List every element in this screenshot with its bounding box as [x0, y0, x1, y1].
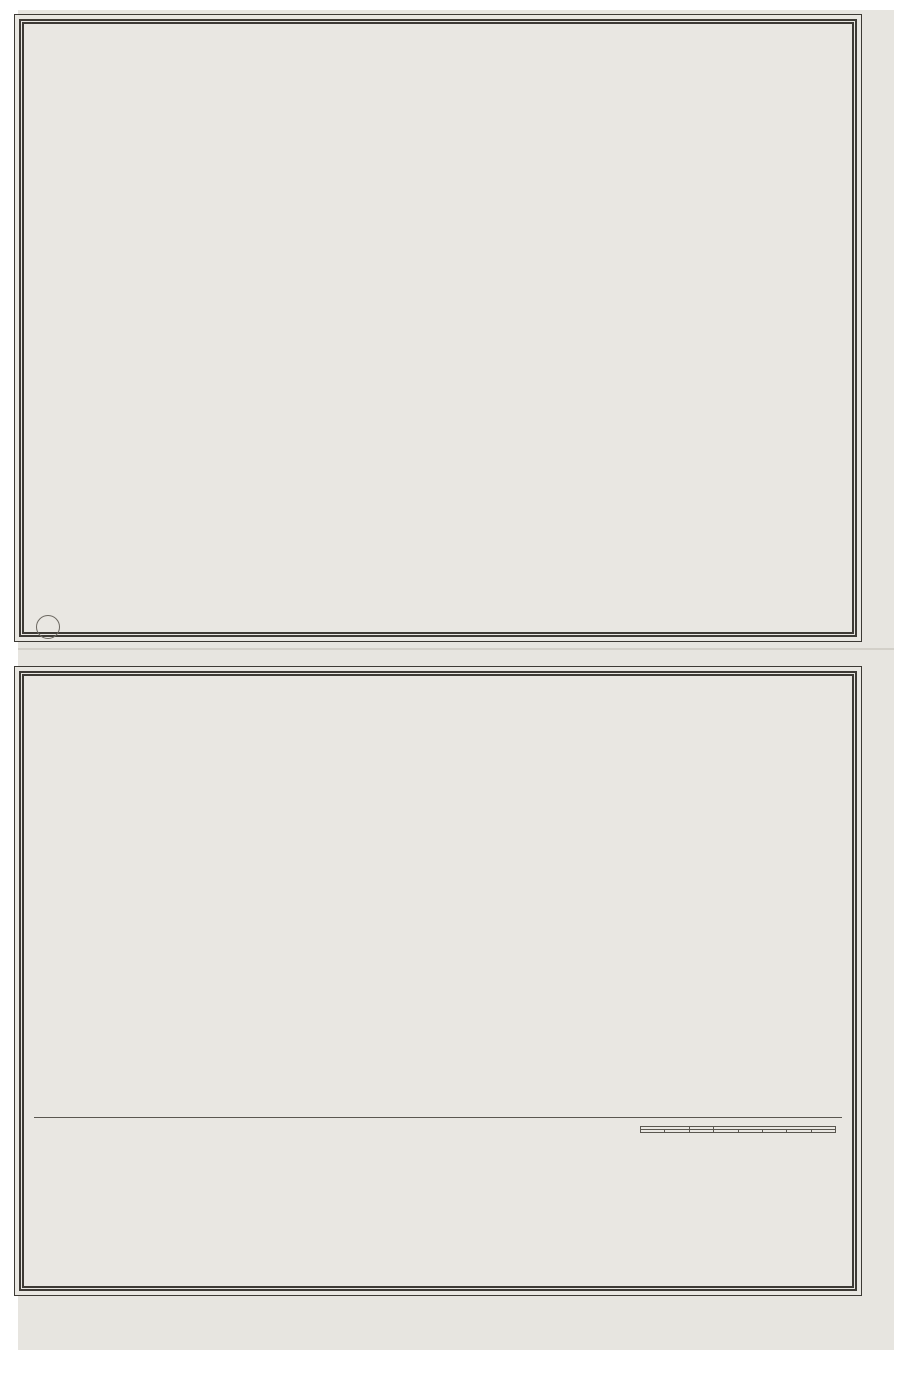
measures-table	[640, 1126, 836, 1133]
note-column-3	[334, 1118, 484, 1278]
lower-calendar-panel	[14, 666, 862, 1296]
upper-months-row	[24, 60, 852, 626]
mesure-header	[762, 1130, 786, 1133]
mesure-header	[787, 1130, 811, 1133]
measures-notes	[34, 1117, 842, 1278]
upper-calendar-border	[19, 19, 857, 637]
upper-calendar-panel	[14, 14, 862, 642]
sub-chiffres	[665, 1130, 689, 1133]
library-stamp-icon	[36, 615, 60, 639]
lower-months-row	[24, 682, 852, 1082]
note-column-1	[34, 1118, 184, 1278]
lower-calendar-border	[19, 671, 857, 1291]
measures-table-block	[634, 1118, 842, 1278]
note-column-4	[484, 1118, 634, 1278]
sub-lettres	[641, 1130, 665, 1133]
fold-line	[18, 648, 894, 650]
mesure-header	[714, 1130, 738, 1133]
mesure-header	[738, 1130, 762, 1133]
note-column-2	[184, 1118, 334, 1278]
mesure-header	[811, 1130, 835, 1133]
